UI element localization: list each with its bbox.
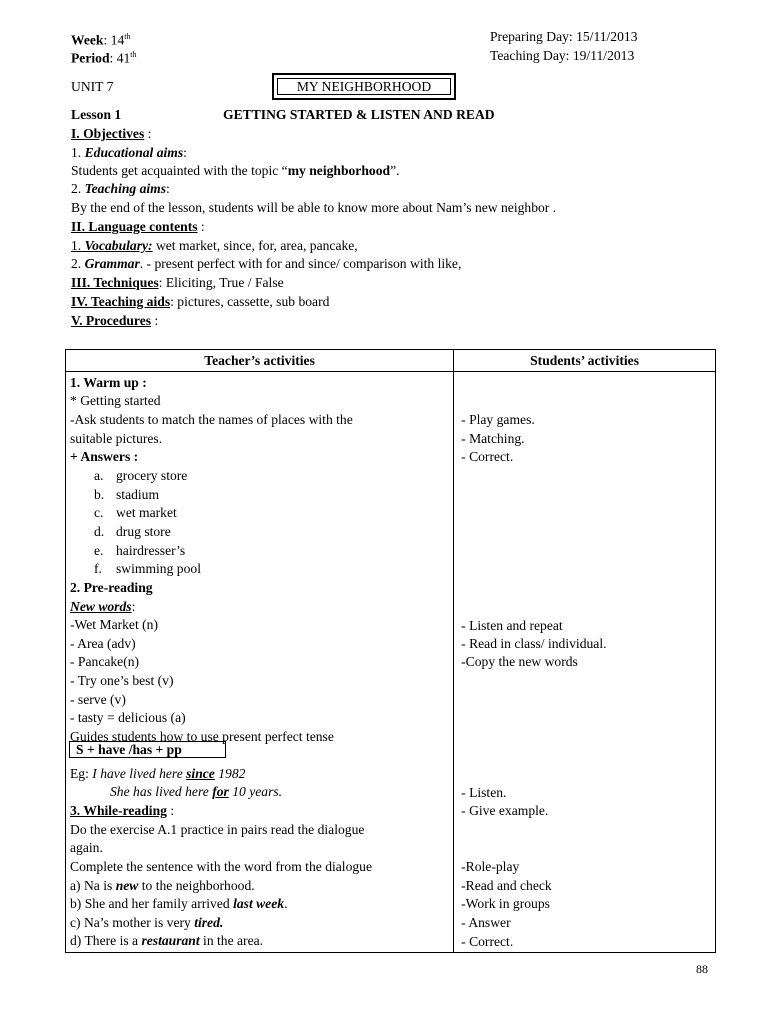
eg1-c: 1982 (214, 766, 246, 781)
student-activity: - Correct. (461, 934, 514, 949)
student-activity: - Answer (461, 915, 511, 930)
teach-suffix: : (166, 181, 170, 196)
activities-table (65, 349, 716, 953)
unit-label: UNIT 7 (71, 79, 114, 94)
vocabulary-line (71, 237, 358, 255)
answer-text: grocery store (116, 468, 188, 483)
new-words-suffix: : (131, 599, 136, 614)
language-heading-text: II. Language contents (71, 219, 198, 234)
ask-line-1: -Ask students to match the names of places with the (70, 412, 353, 427)
week-value: : 14 (103, 32, 125, 48)
list-item (94, 523, 171, 541)
sent-a-3: to the neighborhood. (138, 878, 255, 893)
objectives-heading (71, 125, 151, 143)
page-number: 88 (696, 962, 708, 976)
sentence-a (70, 877, 255, 895)
sent-b-3: . (284, 896, 288, 911)
language-heading-suffix: : (197, 219, 205, 234)
teach-num: 2. (71, 181, 85, 196)
teaching-day: Teaching Day: 19/11/2013 (490, 48, 635, 63)
edu-label: Educational aims (84, 145, 184, 160)
teacher-col-header: Teacher’s activities (66, 350, 454, 372)
whilereading-suffix: : (166, 803, 175, 818)
aids-label: IV. Teaching aids (71, 294, 171, 309)
edu-text-b: ”. (390, 163, 400, 178)
sent-a-1: a) Na is (70, 878, 116, 893)
student-activity: - Give example. (461, 803, 549, 818)
eg2-b: for (212, 784, 229, 799)
grammar-num: 2. (71, 256, 85, 271)
student-activity: -Read and check (461, 878, 552, 893)
student-activity: - Matching. (461, 431, 525, 446)
sent-d-2: restaurant (141, 933, 200, 948)
period-value: : 41 (109, 50, 131, 66)
aids-text: : pictures, cassette, sub board (170, 294, 330, 309)
vocab-label: Vocabulary: (84, 238, 153, 253)
sent-d-3: in the area. (199, 933, 264, 948)
techniques-line (71, 274, 284, 292)
eg2-c: 10 years. (228, 784, 283, 799)
answer-letter: a. (94, 468, 104, 483)
sent-c-1: c) Na’s mother is very (70, 915, 195, 930)
edu-text-a: Students get acquainted with the topic “ (71, 163, 288, 178)
exercise-line-2: again. (70, 840, 103, 855)
lesson-label: Lesson 1 (71, 107, 122, 122)
sent-c-2: tired. (194, 915, 224, 930)
procedures-suffix: : (151, 313, 159, 328)
ask-line-2: suitable pictures. (70, 431, 163, 446)
prereading-heading: 2. Pre-reading (70, 580, 153, 595)
period-label: Period (71, 50, 110, 66)
eg-label: Eg: (70, 766, 93, 781)
answer-text: drug store (116, 524, 171, 539)
answer-letter: c. (94, 505, 104, 520)
whilereading-heading (70, 802, 174, 820)
educational-aims-heading (71, 144, 187, 162)
answer-letter: f. (94, 561, 102, 576)
week-sup: th (124, 32, 131, 41)
formula-box: S + have /has + pp (69, 741, 226, 758)
grammar-text: . - present perfect with for and since/ comparison with like, (139, 256, 462, 271)
language-heading (71, 218, 205, 236)
vocab-text: wet market, since, for, area, pancake, (152, 238, 358, 253)
example-2 (110, 783, 282, 801)
answer-text: stadium (116, 487, 160, 502)
list-item (94, 504, 177, 522)
student-activity: - Play games. (461, 412, 535, 427)
students-col-header: Students’ activities (454, 350, 716, 372)
sent-b-1: b) She and her family arrived (70, 896, 234, 911)
word-item: - tasty = delicious (a) (70, 710, 186, 725)
answer-letter: b. (94, 487, 105, 502)
word-item: -Wet Market (n) (70, 617, 158, 632)
teach-label: Teaching aims (84, 181, 167, 196)
student-activity: - Correct. (461, 449, 514, 464)
getting-started: * Getting started (70, 393, 161, 408)
student-activity: - Listen. (461, 785, 507, 800)
word-item: - Pancake(n) (70, 654, 140, 669)
guides-text: Guides students how to use present perfect tense (70, 729, 334, 744)
list-item (94, 486, 159, 504)
edu-suffix: : (183, 145, 187, 160)
table-body-row (66, 372, 716, 953)
sent-b-2: last week (233, 896, 285, 911)
aids-line (71, 293, 329, 311)
whilereading-label: 3. While-reading (70, 803, 167, 818)
answer-text: hairdresser’s (116, 543, 186, 558)
unit-title: MY NEIGHBORHOOD (277, 78, 451, 95)
teaching-aims-text: By the end of the lesson, students will be able to know more about Nam’s new neighbor . (71, 200, 557, 215)
exercise-line-1: Do the exercise A.1 practice in pairs read the dialogue (70, 822, 365, 837)
period-line (71, 46, 137, 68)
procedures-line (71, 312, 158, 330)
eg1-a: I have lived here (92, 766, 187, 781)
answer-letter: d. (94, 524, 105, 539)
sentence-b (70, 895, 287, 913)
objectives-heading-text: I. Objectives (71, 126, 145, 141)
new-words-heading (70, 598, 135, 616)
grammar-label: Grammar (84, 256, 140, 271)
student-activity: -Role-play (461, 859, 520, 874)
techniques-text: : Eliciting, True / False (158, 275, 284, 290)
warmup-heading: 1. Warm up : (70, 375, 147, 390)
eg2-a: She has lived here (110, 784, 213, 799)
sent-a-2: new (115, 878, 139, 893)
teaching-aims-heading (71, 180, 170, 198)
answers-heading: + Answers : (70, 449, 139, 464)
student-activity: -Copy the new words (461, 654, 578, 669)
eg1-b: since (186, 766, 215, 781)
new-words-label: New words (70, 599, 132, 614)
educational-aims-text (71, 162, 400, 180)
answer-letter: e. (94, 543, 104, 558)
sentence-d (70, 932, 263, 950)
table-header-row (66, 350, 716, 372)
students-cell (454, 372, 716, 953)
procedures-label: V. Procedures (71, 313, 152, 328)
lesson-title: GETTING STARTED & LISTEN AND READ (223, 107, 495, 122)
student-activity: - Listen and repeat (461, 618, 563, 633)
list-item (94, 560, 201, 578)
answer-text: wet market (116, 505, 177, 520)
list-item (94, 467, 187, 485)
word-item: - Try one’s best (v) (70, 673, 174, 688)
sentence-c (70, 914, 223, 932)
period-sup: th (130, 50, 137, 59)
complete-instruction: Complete the sentence with the word from the dialogue (70, 859, 372, 874)
answer-text: swimming pool (116, 561, 201, 576)
edu-text-bold: my neighborhood (287, 163, 391, 178)
unit-title-box (272, 73, 456, 100)
sent-d-1: d) There is a (70, 933, 142, 948)
grammar-line (71, 255, 461, 273)
preparing-day: Preparing Day: 15/11/2013 (490, 29, 638, 44)
edu-num: 1. (71, 145, 85, 160)
student-activity: -Work in groups (461, 896, 550, 911)
example-1 (70, 765, 245, 783)
teacher-cell (66, 372, 454, 953)
word-item: - Area (adv) (70, 636, 136, 651)
week-label: Week (71, 32, 104, 48)
objectives-heading-suffix: : (144, 126, 152, 141)
techniques-label: III. Techniques (71, 275, 159, 290)
word-item: - serve (v) (70, 692, 126, 707)
student-activity: - Read in class/ individual. (461, 636, 607, 651)
vocab-num: 1. (71, 238, 85, 253)
list-item (94, 542, 185, 560)
